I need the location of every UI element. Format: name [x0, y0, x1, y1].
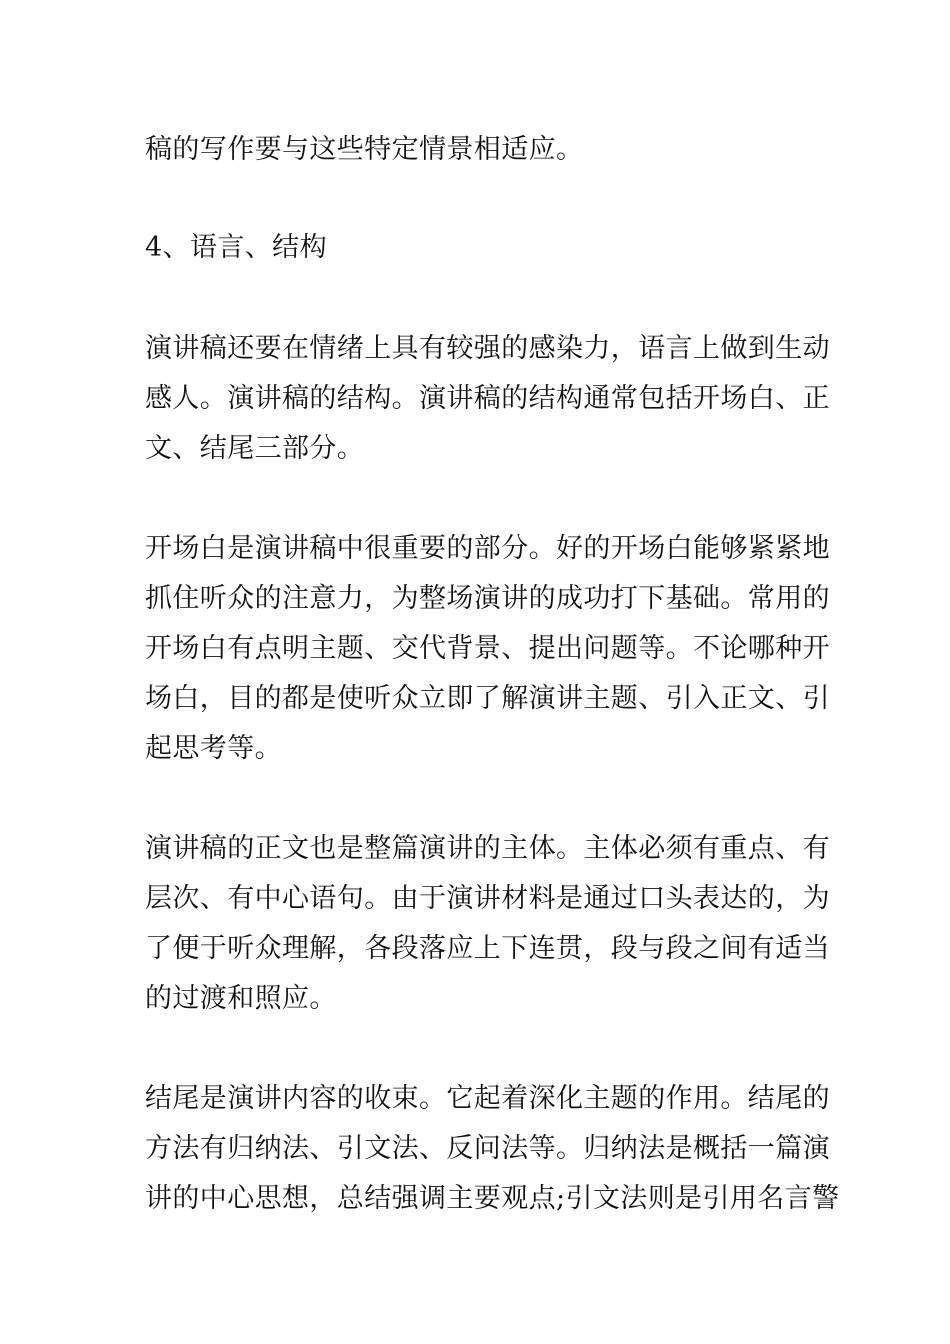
paragraph-3-line-2: 抓住听众的注意力，为整场演讲的成功打下基础。常用的 [145, 583, 830, 614]
paragraph-3-line-3: 开场白有点明主题、交代背景、提出问题等。不论哪种开 [145, 633, 830, 664]
paragraph-3-line-1: 开场白是演讲稿中很重要的部分。好的开场白能够紧紧地 [145, 533, 830, 564]
paragraph-3-line-4: 场白，目的都是使听众立即了解演讲主题、引入正文、引 [145, 683, 830, 714]
paragraph-4-line-4: 的过渡和照应。 [145, 983, 337, 1014]
paragraph-5-line-2: 方法有归纳法、引文法、反问法等。归纳法是概括一篇演 [145, 1133, 830, 1164]
paragraph-1-line-1: 稿的写作要与这些特定情景相适应。 [145, 134, 584, 165]
section-heading-language-structure: 4、语言、结构 [145, 232, 327, 263]
paragraph-2-line-2: 感人。演讲稿的结构。演讲稿的结构通常包括开场白、正 [145, 383, 830, 414]
paragraph-4-line-2: 层次、有中心语句。由于演讲材料是通过口头表达的，为 [145, 883, 830, 914]
paragraph-3-line-5: 起思考等。 [145, 733, 282, 764]
paragraph-2-line-1: 演讲稿还要在情绪上具有较强的感染力，语言上做到生动 [145, 333, 830, 364]
paragraph-4-line-3: 了便于听众理解，各段落应上下连贯，段与段之间有适当 [145, 933, 830, 964]
paragraph-4-line-1: 演讲稿的正文也是整篇演讲的主体。主体必须有重点、有 [145, 833, 830, 864]
paragraph-5-line-3: 讲的中心思想，总结强调主要观点;引文法则是引用名言警 [145, 1183, 840, 1214]
paragraph-2-line-3: 文、结尾三部分。 [145, 433, 365, 464]
paragraph-5-line-1: 结尾是演讲内容的收束。它起着深化主题的作用。结尾的 [145, 1083, 830, 1114]
